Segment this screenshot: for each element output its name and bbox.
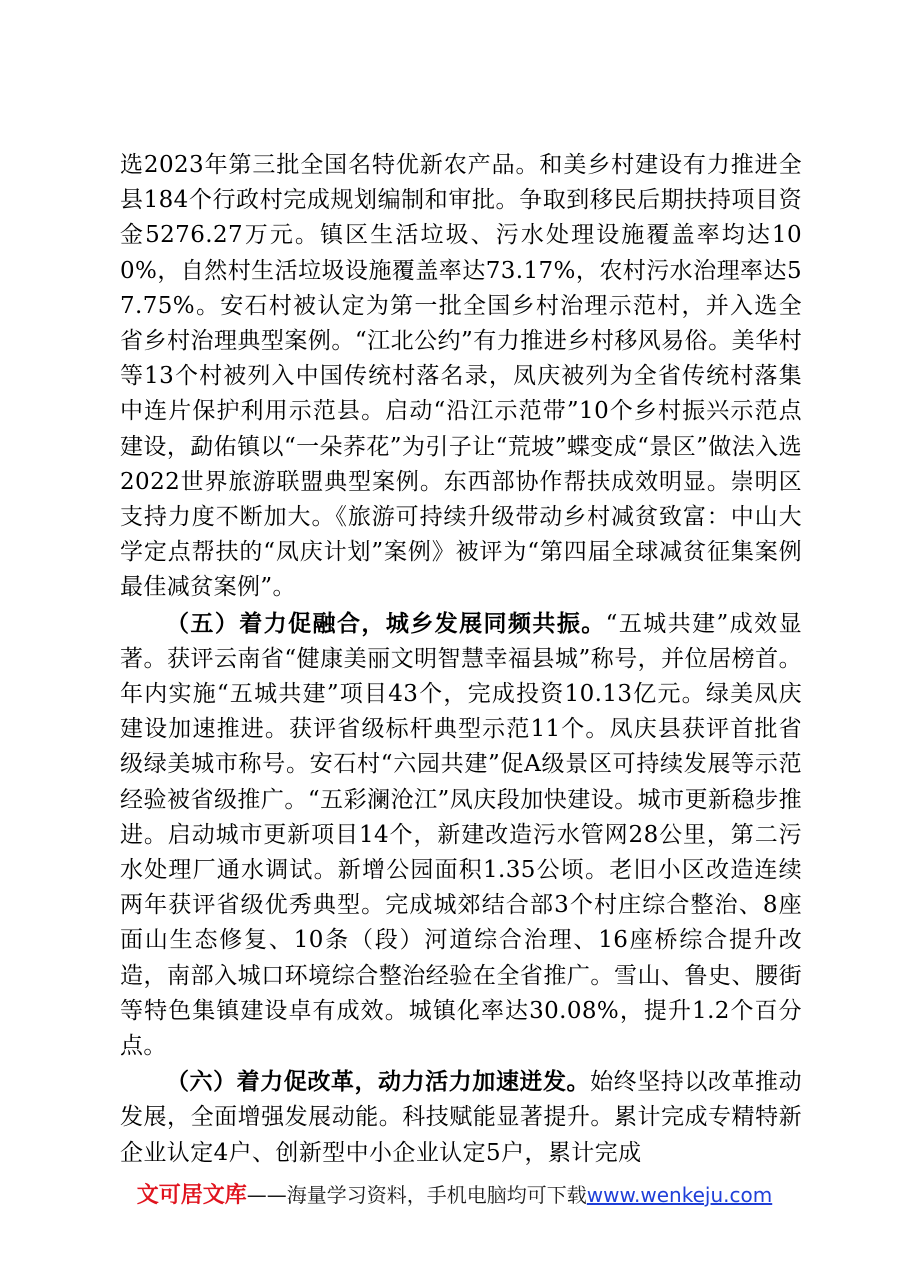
paragraph-reform bbox=[120, 1064, 802, 1171]
paragraph-heading: （六）着力促改革，动力活力加速迸发。 bbox=[166, 1068, 591, 1096]
footer-tagline: ——海量学习资料，手机电脑均可下载 bbox=[246, 1183, 587, 1207]
paragraph-rural-development bbox=[120, 148, 802, 606]
footer-website-link[interactable]: www.wenkeju.com bbox=[586, 1183, 773, 1207]
paragraph-text: “五城共建”成效显著。获评云南省“健康美丽文明智慧幸福县城”称号，并位居榜首。年内实施“五城共建”项目43个，完成投资10.13亿元。绿美凤庆建设加速推进。获评省级标杆典型示范11个。凤庆县获评首批省级绿美城市称号。安石村“六园共建”促A级景区可持续发展等示范经验被省级推广。“五彩澜沧江”凤庆段加快建设。城市更新稳步推进。启动城市更新项目14个，新建改造污水管网28公里，第二污水处理厂通水调试。新增公园面积1.35公顷。老旧小区改造连续两年获评省级优秀典型。完成城郊结合部3个村庄综合整治、8座面山生态修复、10条（段）河道综合治理、16座桥综合提升改造，南部入城口环境综合整治经验在全省推广。雪山、鲁史、腰街等特色集镇建设卓有成效。城镇化率达30.08%，提升1.2个百分点。 bbox=[120, 610, 802, 1060]
paragraph-heading: （五）着力促融合，城乡发展同频共振。 bbox=[166, 609, 606, 637]
footer-banner bbox=[0, 1181, 909, 1210]
paragraph-urban-rural-integration bbox=[120, 606, 802, 1065]
footer-brand: 文可居文库 bbox=[136, 1183, 247, 1208]
document-body bbox=[120, 148, 802, 1171]
paragraph-text: 选2023年第三批全国名特优新农产品。和美乡村建设有力推进全县184个行政村完成规划编制和审批。争取到移民后期扶持项目资金5276.27万元。镇区生活垃圾、污水处理设施覆盖率均达100%，自然村生活垃圾设施覆盖率达73.17%，农村污水治理率达57.75%。安石村被认定为第一批全国乡村治理示范村，并入选全省乡村治理典型案例。“江北公约”有力推进乡村移风易俗。美华村等13个村被列入中国传统村落名录，凤庆被列为全省传统村落集中连片保护利用示范县。启动“沿江示范带”10个乡村振兴示范点建设，勐佑镇以“一朵荞花”为引子让“荒坡”蝶变成“景区”做法入选2022世界旅游联盟典型案例。东西部协作帮扶成效明显。崇明区支持力度不断加大。《旅游可持续升级带动乡村减贫致富：中山大学定点帮扶的“凤庆计划”案例》被评为“第四届全球减贫征集案例最佳减贫案例”。 bbox=[120, 152, 802, 601]
paragraph-text: 始终坚持以改革推动发展，全面增强发展动能。科技赋能显著提升。累计完成专精特新企业认定4户、创新型中小企业认定5户，累计完成 bbox=[120, 1069, 802, 1166]
